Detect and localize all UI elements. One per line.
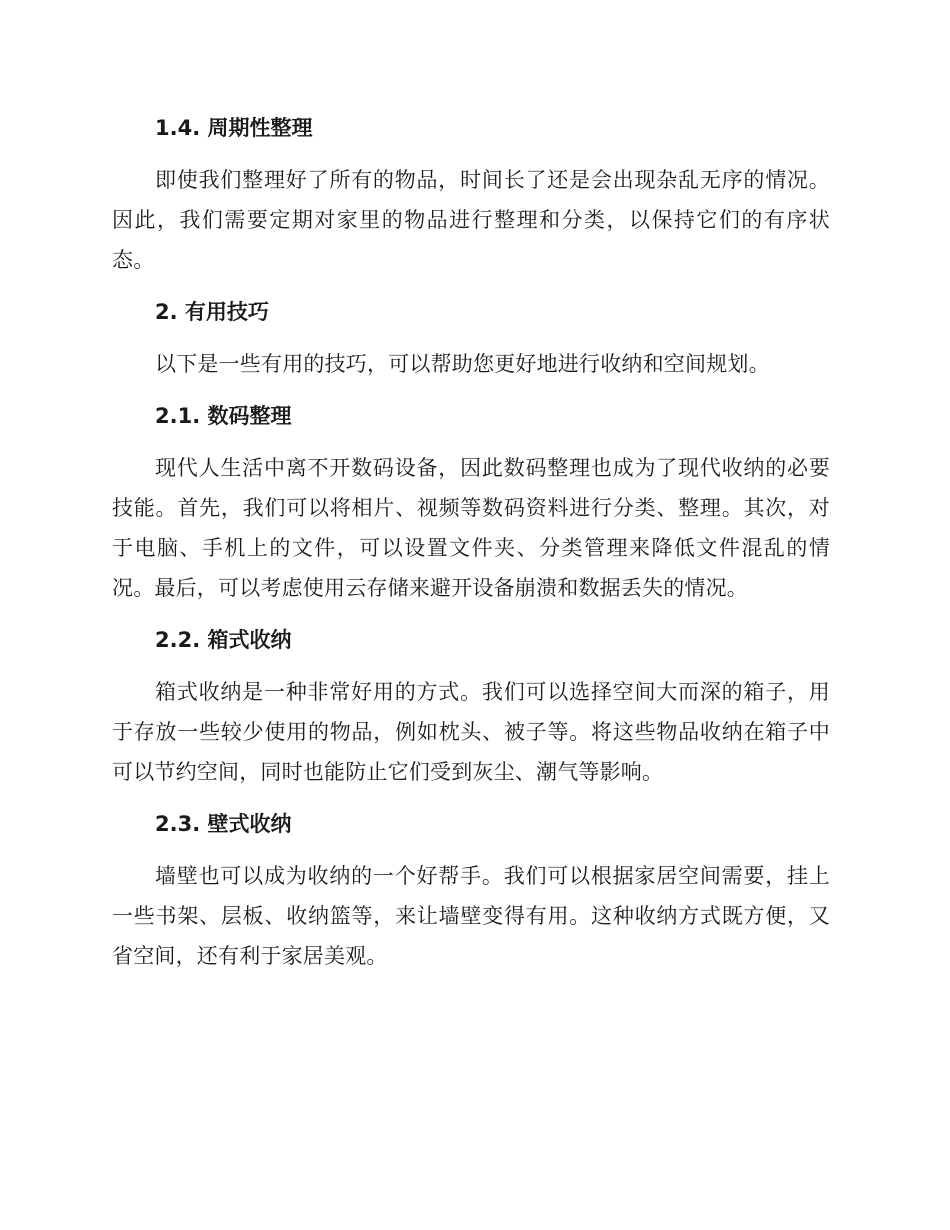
section-paragraph-2: 以下是一些有用的技巧，可以帮助您更好地进行收纳和空间规划。 bbox=[155, 352, 770, 376]
section-paragraph-1-4: 即使我们整理好了所有的物品，时间长了还是会出现杂乱无序的情况。因此，我们需要定期对家里的物品进行整理和分类，以保持它们的有序状态。 bbox=[112, 168, 830, 272]
section-heading-2-1: 2.1. 数码整理 bbox=[155, 404, 292, 428]
section-paragraph-2-1: 现代人生活中离不开数码设备，因此数码整理也成为了现代收纳的必要技能。首先，我们可以将相片、视频等数码资料进行分类、整理。其次，对于电脑、手机上的文件，可以设置文件夹、分类管理来降低文件混乱的情况。最后，可以考虑使用云存储来避开设备崩溃和数据丢失的情况。 bbox=[112, 456, 830, 600]
document-page bbox=[112, 108, 830, 988]
section-heading-2: 2. 有用技巧 bbox=[155, 300, 269, 324]
section-paragraph-2-3: 墙壁也可以成为收纳的一个好帮手。我们可以根据家居空间需要，挂上一些书架、层板、收纳篮等，来让墙壁变得有用。这种收纳方式既方便，又省空间，还有利于家居美观。 bbox=[112, 864, 830, 968]
section-heading-2-2: 2.2. 箱式收纳 bbox=[155, 628, 292, 652]
section-heading-2-3: 2.3. 壁式收纳 bbox=[155, 812, 292, 836]
section-paragraph-2-2: 箱式收纳是一种非常好用的方式。我们可以选择空间大而深的箱子，用于存放一些较少使用的物品，例如枕头、被子等。将这些物品收纳在箱子中可以节约空间，同时也能防止它们受到灰尘、潮气等影响。 bbox=[112, 680, 830, 784]
section-heading-1-4: 1.4. 周期性整理 bbox=[155, 116, 313, 140]
